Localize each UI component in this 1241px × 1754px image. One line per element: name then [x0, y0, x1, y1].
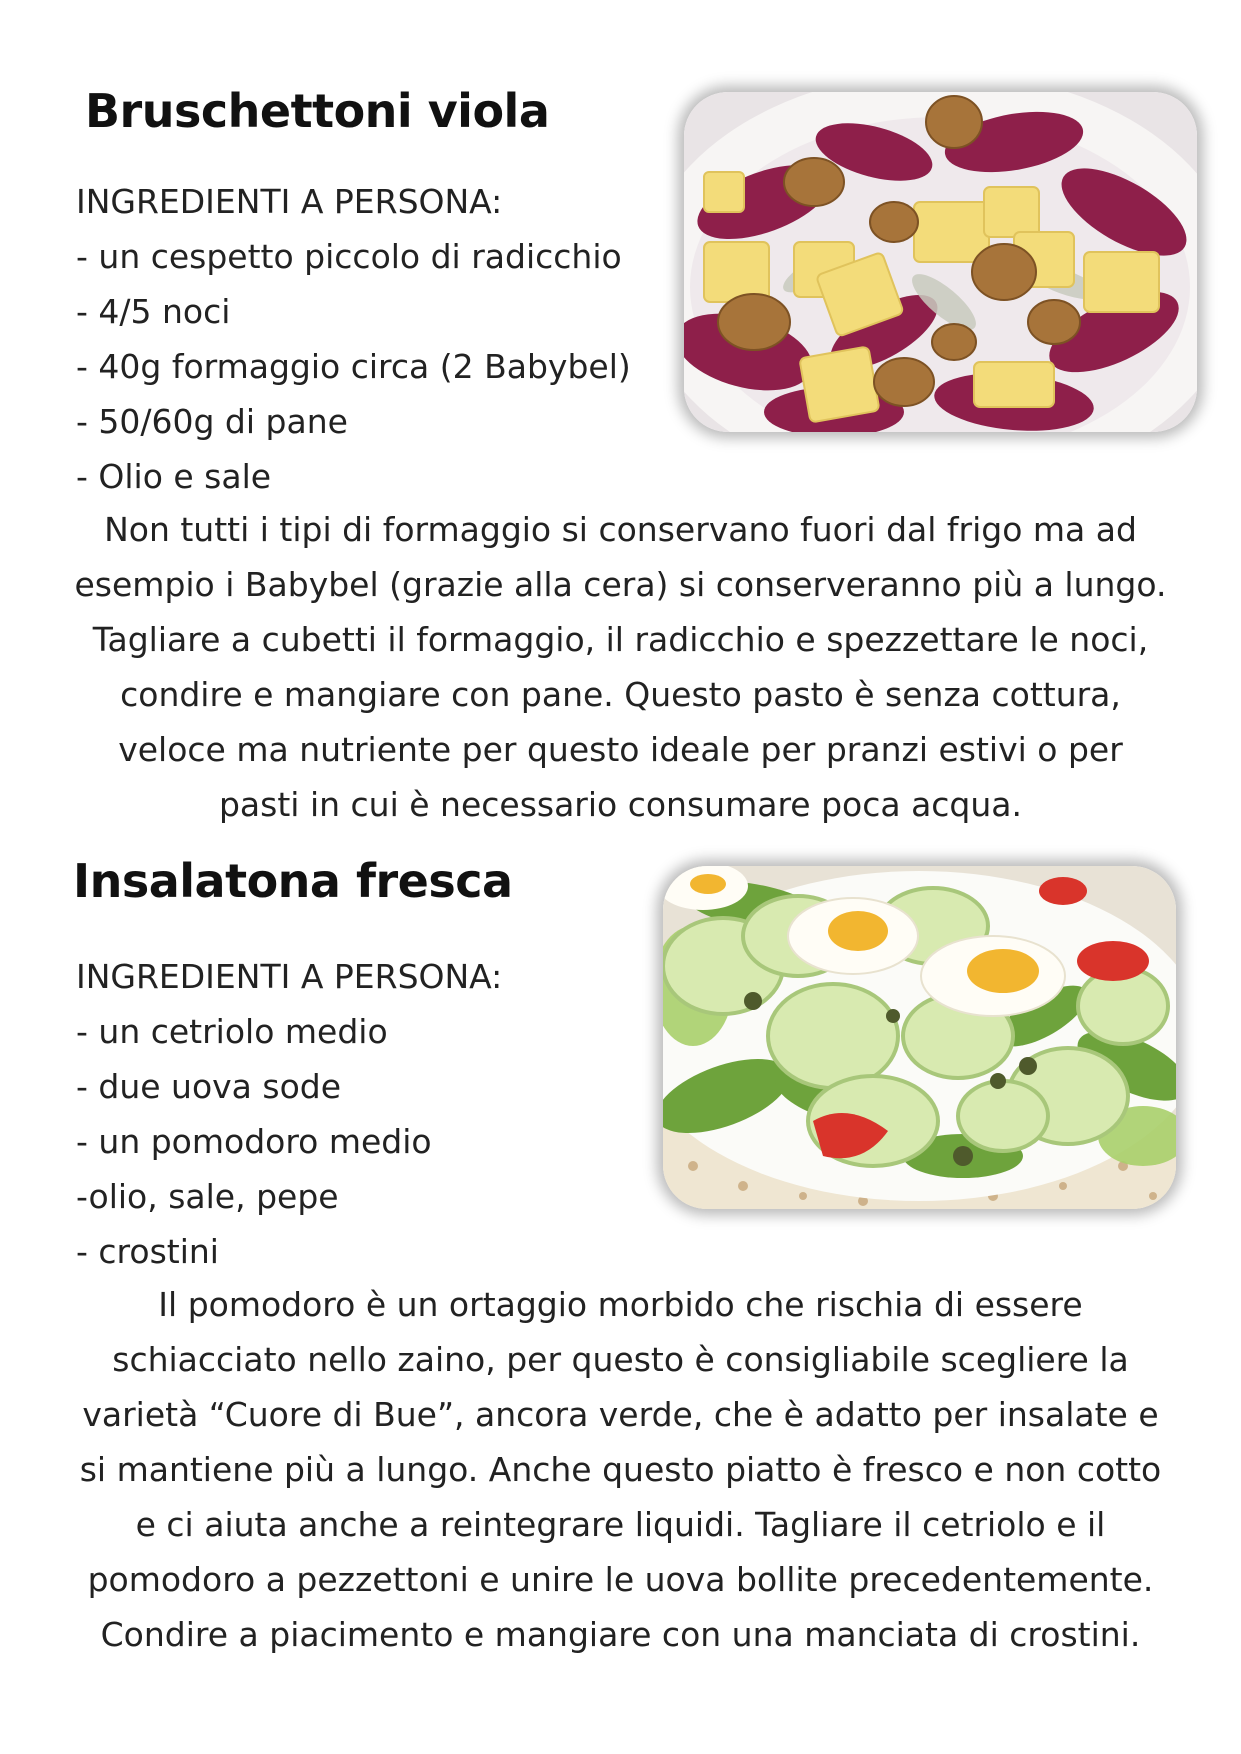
description-line: varietà “Cuore di Bue”, ancora verde, che è adatto per insalate e: [82, 1395, 1159, 1434]
ingredients-heading: INGREDIENTI A PERSONA:: [76, 182, 503, 221]
description-line: schiacciato nello zaino, per questo è consigliabile scegliere la: [112, 1340, 1129, 1379]
recipe-description: [60, 502, 1181, 832]
recipe-title: Insalatona fresca: [73, 854, 513, 908]
ingredient-item: - Olio e sale: [76, 457, 272, 496]
ingredients-list: [76, 174, 631, 504]
radicchio-salad-photo: [684, 92, 1197, 432]
ingredient-item: - crostini: [76, 1232, 219, 1271]
ingredient-item: - 40g formaggio circa (2 Babybel): [76, 347, 631, 386]
ingredient-item: - due uova sode: [76, 1067, 342, 1106]
description-line: pasti in cui è necessario consumare poca acqua.: [218, 785, 1023, 824]
description-line: Condire a piacimento e mangiare con una manciata di crostini.: [100, 1615, 1141, 1654]
ingredient-item: - un cespetto piccolo di radicchio: [76, 237, 622, 276]
ingredients-heading: INGREDIENTI A PERSONA:: [76, 957, 503, 996]
ingredient-item: - 50/60g di pane: [76, 402, 348, 441]
description-line: Non tutti i tipi di formaggio si conservano fuori dal frigo ma ad: [104, 510, 1137, 549]
recipe-description: [60, 1277, 1181, 1662]
ingredients-list: [76, 949, 502, 1279]
radicchio-salad-illustration: [684, 92, 1197, 432]
description-line: Tagliare a cubetti il formaggio, il radicchio e spezzettare le noci,: [92, 620, 1149, 659]
description-line: condire e mangiare con pane. Questo pasto è senza cottura,: [120, 675, 1121, 714]
ingredient-item: -olio, sale, pepe: [76, 1177, 339, 1216]
ingredient-item: - un pomodoro medio: [76, 1122, 432, 1161]
ingredient-item: - un cetriolo medio: [76, 1012, 388, 1051]
description-line: pomodoro a pezzettoni e unire le uova bollite precedentemente.: [87, 1560, 1154, 1599]
description-line: si mantiene più a lungo. Anche questo piatto è fresco e non cotto: [79, 1450, 1162, 1489]
description-line: e ci aiuta anche a reintegrare liquidi. Tagliare il cetriolo e il: [135, 1505, 1106, 1544]
cucumber-salad-photo: [663, 866, 1176, 1209]
ingredient-item: - 4/5 noci: [76, 292, 231, 331]
description-line: esempio i Babybel (grazie alla cera) si conserveranno più a lungo.: [74, 565, 1167, 604]
description-line: veloce ma nutriente per questo ideale per pranzi estivi o per: [118, 730, 1123, 769]
recipe-title: Bruschettoni viola: [85, 84, 550, 138]
description-line: Il pomodoro è un ortaggio morbido che rischia di essere: [158, 1285, 1083, 1324]
cucumber-salad-illustration: [663, 866, 1176, 1209]
